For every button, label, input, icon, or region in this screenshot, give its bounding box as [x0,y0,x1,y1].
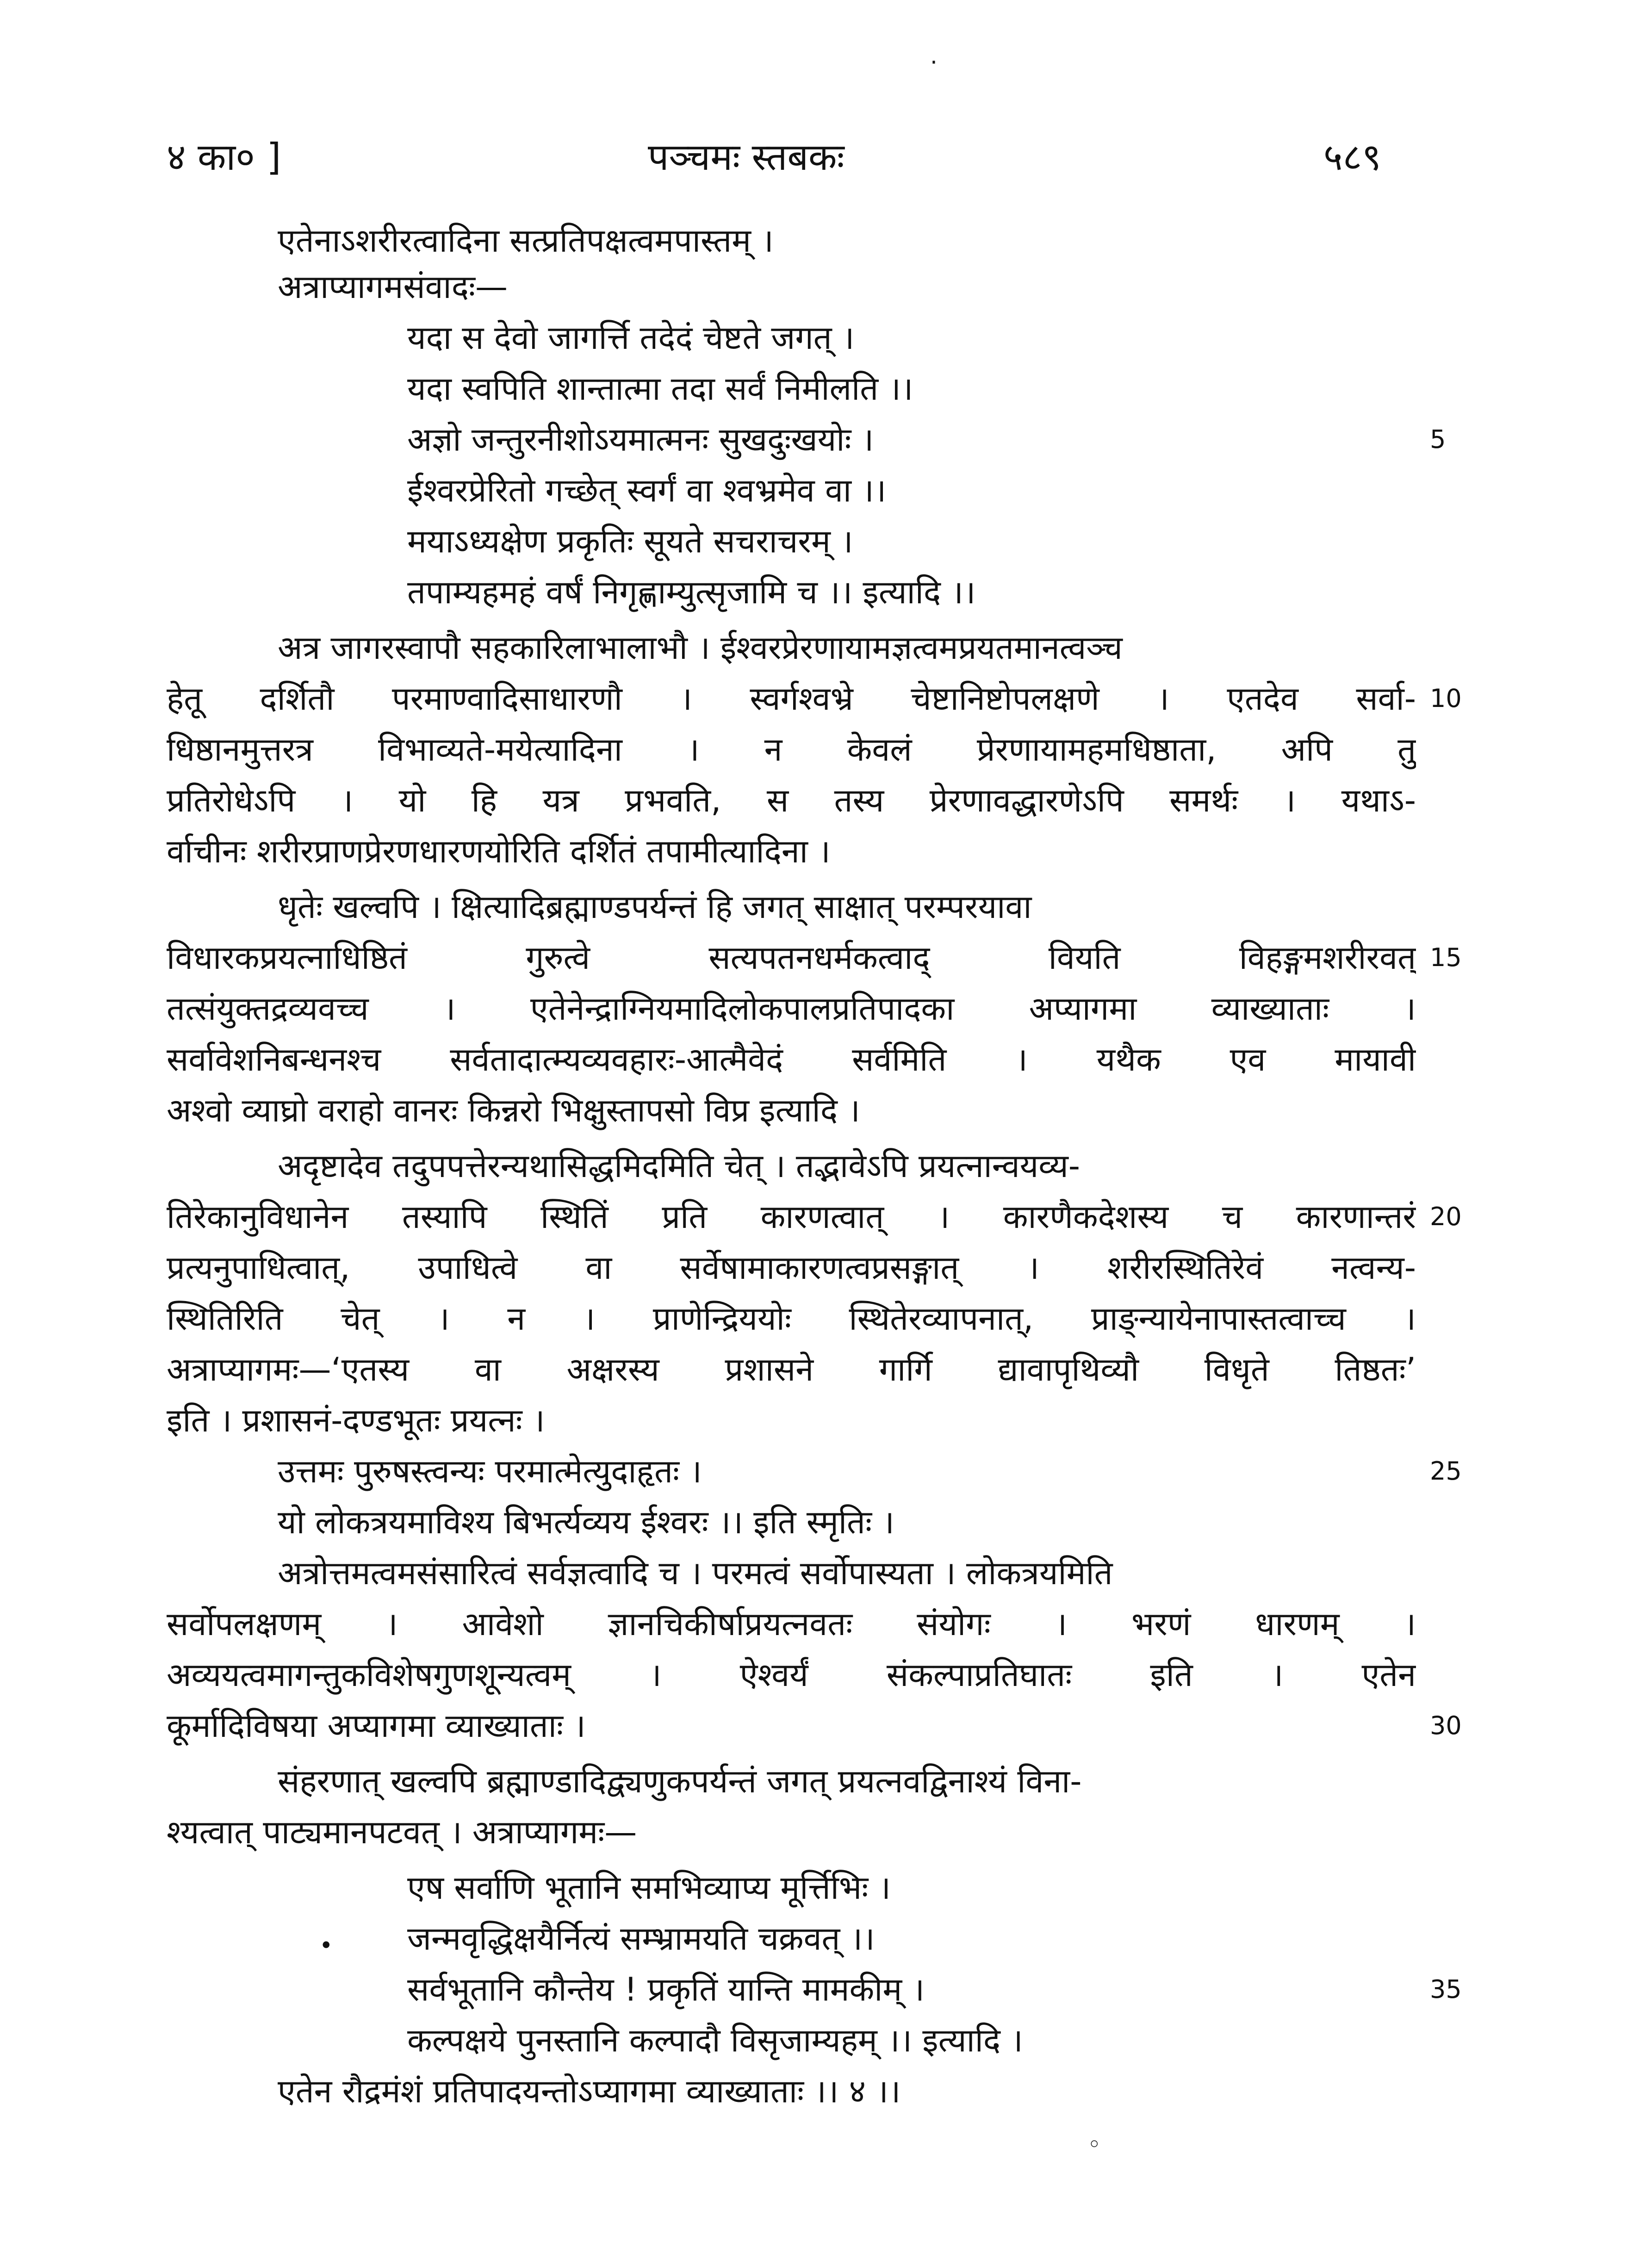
text-line: श्यत्वात् पाट्यमानपटवत् । अत्राप्यागमः— [167,1813,637,1851]
verse-line: मयाऽध्यक्षेण प्रकृतिः सूयते सचराचरम् । [407,522,853,560]
line-number: 25 [1430,1456,1462,1486]
text-line: अत्राप्यागमसंवादः— [278,268,508,306]
text-line: कूर्मादिविषया अप्यागमा व्याख्याताः । [167,1707,586,1745]
running-head-left: ४ का० ] [167,136,281,179]
verse-line: यदा स्वपिति शान्तात्मा तदा सर्वं निमीलति ।। [407,370,913,408]
speck: ◦ [1087,2131,1101,2158]
text-line: तत्संयुक्तद्रव्यवच्च । एतेनेन्द्राग्नियमादिलोकपालप्रतिपादका अप्यागमा व्याख्याताः । [167,990,1416,1028]
running-head-center: पञ्चमः स्तबकः [648,136,845,179]
line-number: 15 [1430,943,1462,972]
verse-line: तपाम्यहमहं वर्षं निगृह्णाम्युत्सृजामि च ।। इत्यादि ।। [407,573,976,611]
text-line: धिष्ठानमुत्तरत्र विभाव्यते-मयेत्यादिना । न केवलं प्रेरणायामहमधिष्ठाता, अपि तु [167,731,1416,768]
verse-line: एष सर्वाणि भूतानि समभिव्याप्य मूर्त्तिभिः । [407,1869,891,1907]
text-line: सर्वोपलक्षणम् । आवेशो ज्ञानचिकीर्षाप्रयत्नवतः संयोगः । भरणं धारणम् । [167,1605,1416,1643]
verse-line: सर्वभूतानि कौन्तेय ! प्रकृतिं यान्ति मामकीम् । [407,1971,925,2008]
line-number: 10 [1430,684,1462,713]
text-line: तिरेकानुविधानेन तस्यापि स्थितिं प्रति कारणत्वात् । कारणैकदेशस्य च कारणान्तरं [167,1198,1416,1236]
text-line: संहरणात् खल्वपि ब्रह्माण्डादिद्व्यणुकपर्यन्तं जगत् प्रयत्नवद्विनाश्यं विना- [278,1762,1082,1800]
text-line: अश्वो व्याघ्रो वराहो वानरः किन्नरो भिक्षुस्तापसो विप्र इत्यादि । [167,1091,860,1129]
verse-line: कल्पक्षये पुनस्तानि कल्पादौ विसृजाम्यहम् ।। इत्यादि । [407,2021,1023,2059]
text-line: धृतेः खल्वपि । क्षित्यादिब्रह्माण्डपर्यन्तं हि जगत् साक्षात् परम्परयावा [278,888,1032,926]
text-line: स्थितिरिति चेत् । न । प्राणेन्द्रिययोः स्थितेरव्यापनात्, प्राङ्न्यायेनापास्तत्वाच्च । [167,1300,1416,1338]
verse-line: जन्मवृद्धिक्षयैर्नित्यं सम्भ्रामयति चक्रवत् ।। [407,1920,875,1958]
line-number: 30 [1430,1711,1462,1740]
speck: • [319,1932,333,1959]
text-line: र्वाचीनः शरीरप्राणप्रेरणधारणयोरिति दर्शितं तपामीत्यादिना । [167,832,831,870]
text-line: प्रतिरोधेऽपि । यो हि यत्र प्रभवति, स तस्य प्रेरणावद्धारणेऽपि समर्थः । यथाऽ- [167,781,1416,819]
verse-line: यदा स देवो जागर्त्ति तदेदं चेष्टते जगत् । [407,319,855,357]
verse-line: उत्तमः पुरुषस्त्वन्यः परमात्मेत्युदाहृतः । [278,1452,702,1490]
text-line: प्रत्यनुपाधित्वात्, उपाधित्वे वा सर्वेषामाकारणत्वप्रसङ्गात् । शरीरस्थितिरेवं नत्वन्य- [167,1249,1416,1287]
line-number: 5 [1430,425,1446,454]
page-number: ५८९ [1323,136,1381,179]
line-number: 20 [1430,1202,1462,1231]
text-line: अदृष्टादेव तदुपपत्तेरन्यथासिद्धमिदमिति चेत् । तद्भावेऽपि प्रयत्नान्वयव्य- [278,1147,1081,1185]
verse-line: अज्ञो जन्तुरनीशोऽयमात्मनः सुखदुःखयोः । [407,421,874,459]
text-line: अव्ययत्वमागन्तुकविशेषगुणशून्यत्वम् । ऐश्वर्यं संकल्पाप्रतिघातः इति । एतेन [167,1656,1416,1694]
line-number: 35 [1430,1975,1462,2004]
text-line: विधारकप्रयत्नाधिष्ठितं गुरुत्वे सत्यपतनधर्मकत्वाद् वियति विहङ्गमशरीरवत् [167,939,1416,977]
text-line: अत्राप्यागमः—‘एतस्य वा अक्षरस्य प्रशासने गार्गि द्यावापृथिव्यौ विधृते तिष्ठतः’ [167,1351,1416,1388]
text-line: सर्वावेशनिबन्धनश्च सर्वतादात्म्यव्यवहारः-आत्मैवेदं सर्वमिति । यथैक एव मायावी [167,1041,1416,1078]
verse-line: ईश्वरप्रेरितो गच्छेत् स्वर्गं वा श्वभ्रमेव वा ।। [407,471,887,509]
text-line: इति । प्रशासनं-दण्डभूतः प्रयत्नः । [167,1401,545,1439]
text-line: अत्र जागरस्वापौ सहकारिलाभालाभौ । ईश्वरप्रेरणायामज्ञत्वमप्रयतमानत्वञ्च [278,629,1123,667]
text-line: एतेनाऽशरीरत्वादिना सत्प्रतिपक्षत्वमपास्तम् । [278,222,774,260]
speck: · [930,49,938,76]
text-line: एतेन रौद्रमंशं प्रतिपादयन्तोऽप्यागमा व्याख्याताः ।। ४ ।। [278,2072,901,2110]
text-line: अत्रोत्तमत्वमसंसारित्वं सर्वज्ञत्वादि च । परमत्वं सर्वोपास्यता । लोकत्रयमिति [278,1554,1113,1592]
text-line: हेतू दर्शितौ परमाण्वादिसाधारणौ । स्वर्गश्वभ्रे चेष्टानिष्टोपलक्षणे । एतदेव सर्वा- [167,680,1416,718]
verse-line: यो लोकत्रयमाविश्य बिभर्त्यव्यय ईश्वरः ।। इति स्मृतिः । [278,1503,894,1541]
